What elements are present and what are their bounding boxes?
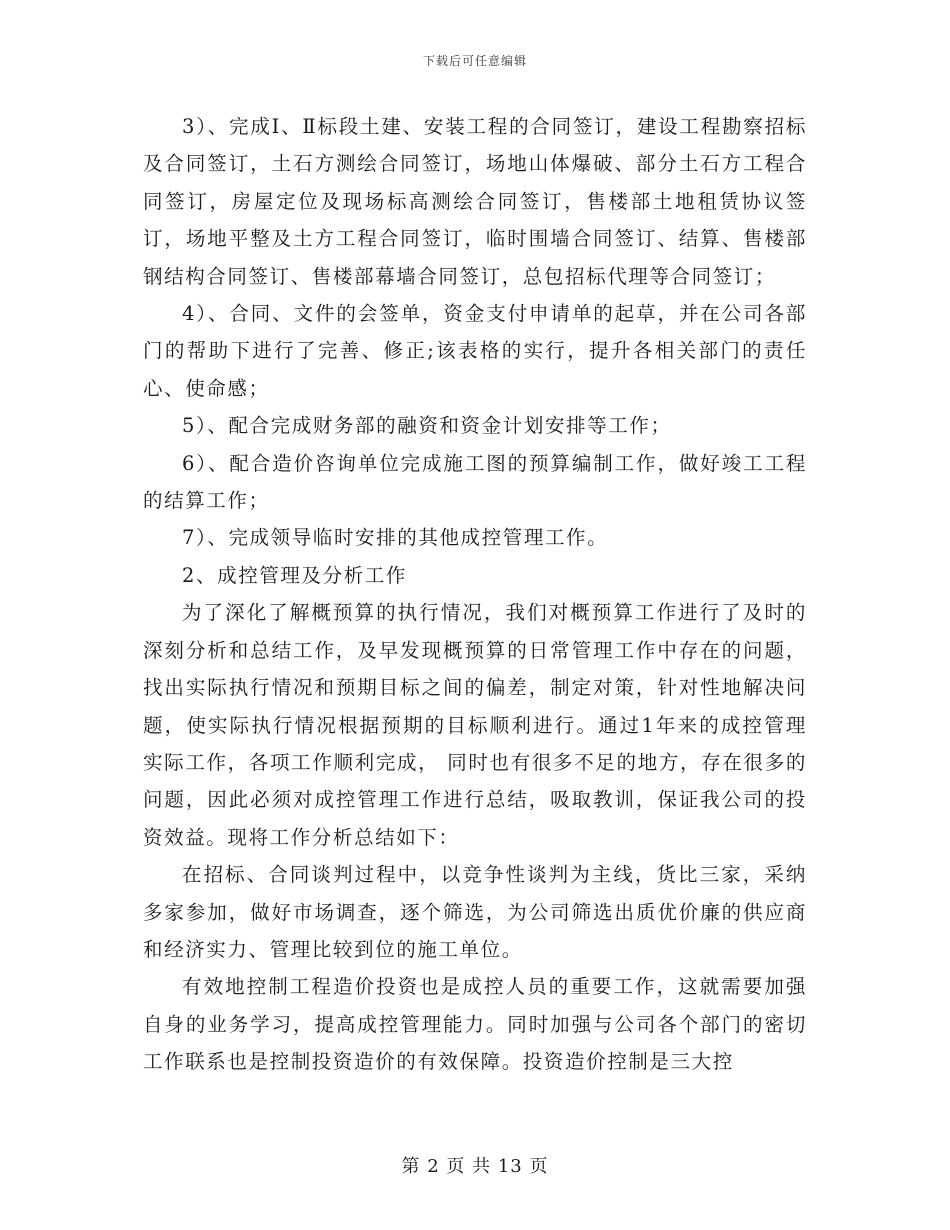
paragraph-cost-control: 有效地控制工程造价投资也是成控人员的重要工作，这就需要加强自身的业务学习，提高成控管理能力。同时加强与公司各个部门的密切工作联系也是控制投资造价的有效保障。投资造价控制是三大控 xyxy=(143,975,807,1074)
paragraph-analysis: 为了深化了解概预算的执行情况，我们对概预算工作进行了及时的深刻分析和总结工作，及早发现概预算的日常管理工作中存在的问题，找出实际执行情况和预期目标之间的偏差，制定对策，针对性地解决问题，使实际执行情况根据预期的目标顺利进行。通过1年来的成控管理实际工作，各项工作顺利完成， 同时也有很多不足的地方，存在很多的问题，因此必须对成控管理工作进行总结，吸取教训，保证我公司的投资效益。现将工作分析总结如下： xyxy=(143,601,807,849)
paragraph-item-3: 3）、完成Ⅰ、Ⅱ标段土建、安装工程的合同签订，建设工程勘察招标及合同签订，土石方测绘合同签订，场地山体爆破、部分土石方工程合同签订，房屋定位及现场标高测绘合同签订，售楼部土地租赁协议签订，场地平整及土方工程合同签订，临时围墙合同签订、结算、售楼部钢结构合同签订、售楼部幕墙合同签订，总包招标代理等合同签订； xyxy=(143,115,807,288)
page-header: 下载后可任意编辑 xyxy=(422,54,527,68)
paragraph-item-4: 4）、合同、文件的会签单，资金支付申请单的起草，并在公司各部门的帮助下进行了完善、修正;该表格的实行，提升各相关部门的责任心、使命感； xyxy=(143,302,807,400)
page-number: 第 2 页 共 13 页 xyxy=(401,1156,549,1177)
document-body xyxy=(143,108,807,1081)
paragraph-item-7: 7）、完成领导临时安排的其他成控管理工作。 xyxy=(182,526,609,550)
paragraph-item-5: 5）、配合完成财务部的融资和资金计划安排等工作； xyxy=(182,414,672,438)
paragraph-item-6: 6）、配合造价咨询单位完成施工图的预算编制工作，做好竣工工程的结算工作； xyxy=(143,451,807,513)
section-heading: 2、成控管理及分析工作 xyxy=(182,563,408,587)
paragraph-bidding: 在招标、合同谈判过程中，以竞争性谈判为主线，货比三家，采纳多家参加，做好市场调查，逐个筛选，为公司筛选出质优价廉的供应商和经济实力、管理比较到位的施工单位。 xyxy=(143,863,807,961)
